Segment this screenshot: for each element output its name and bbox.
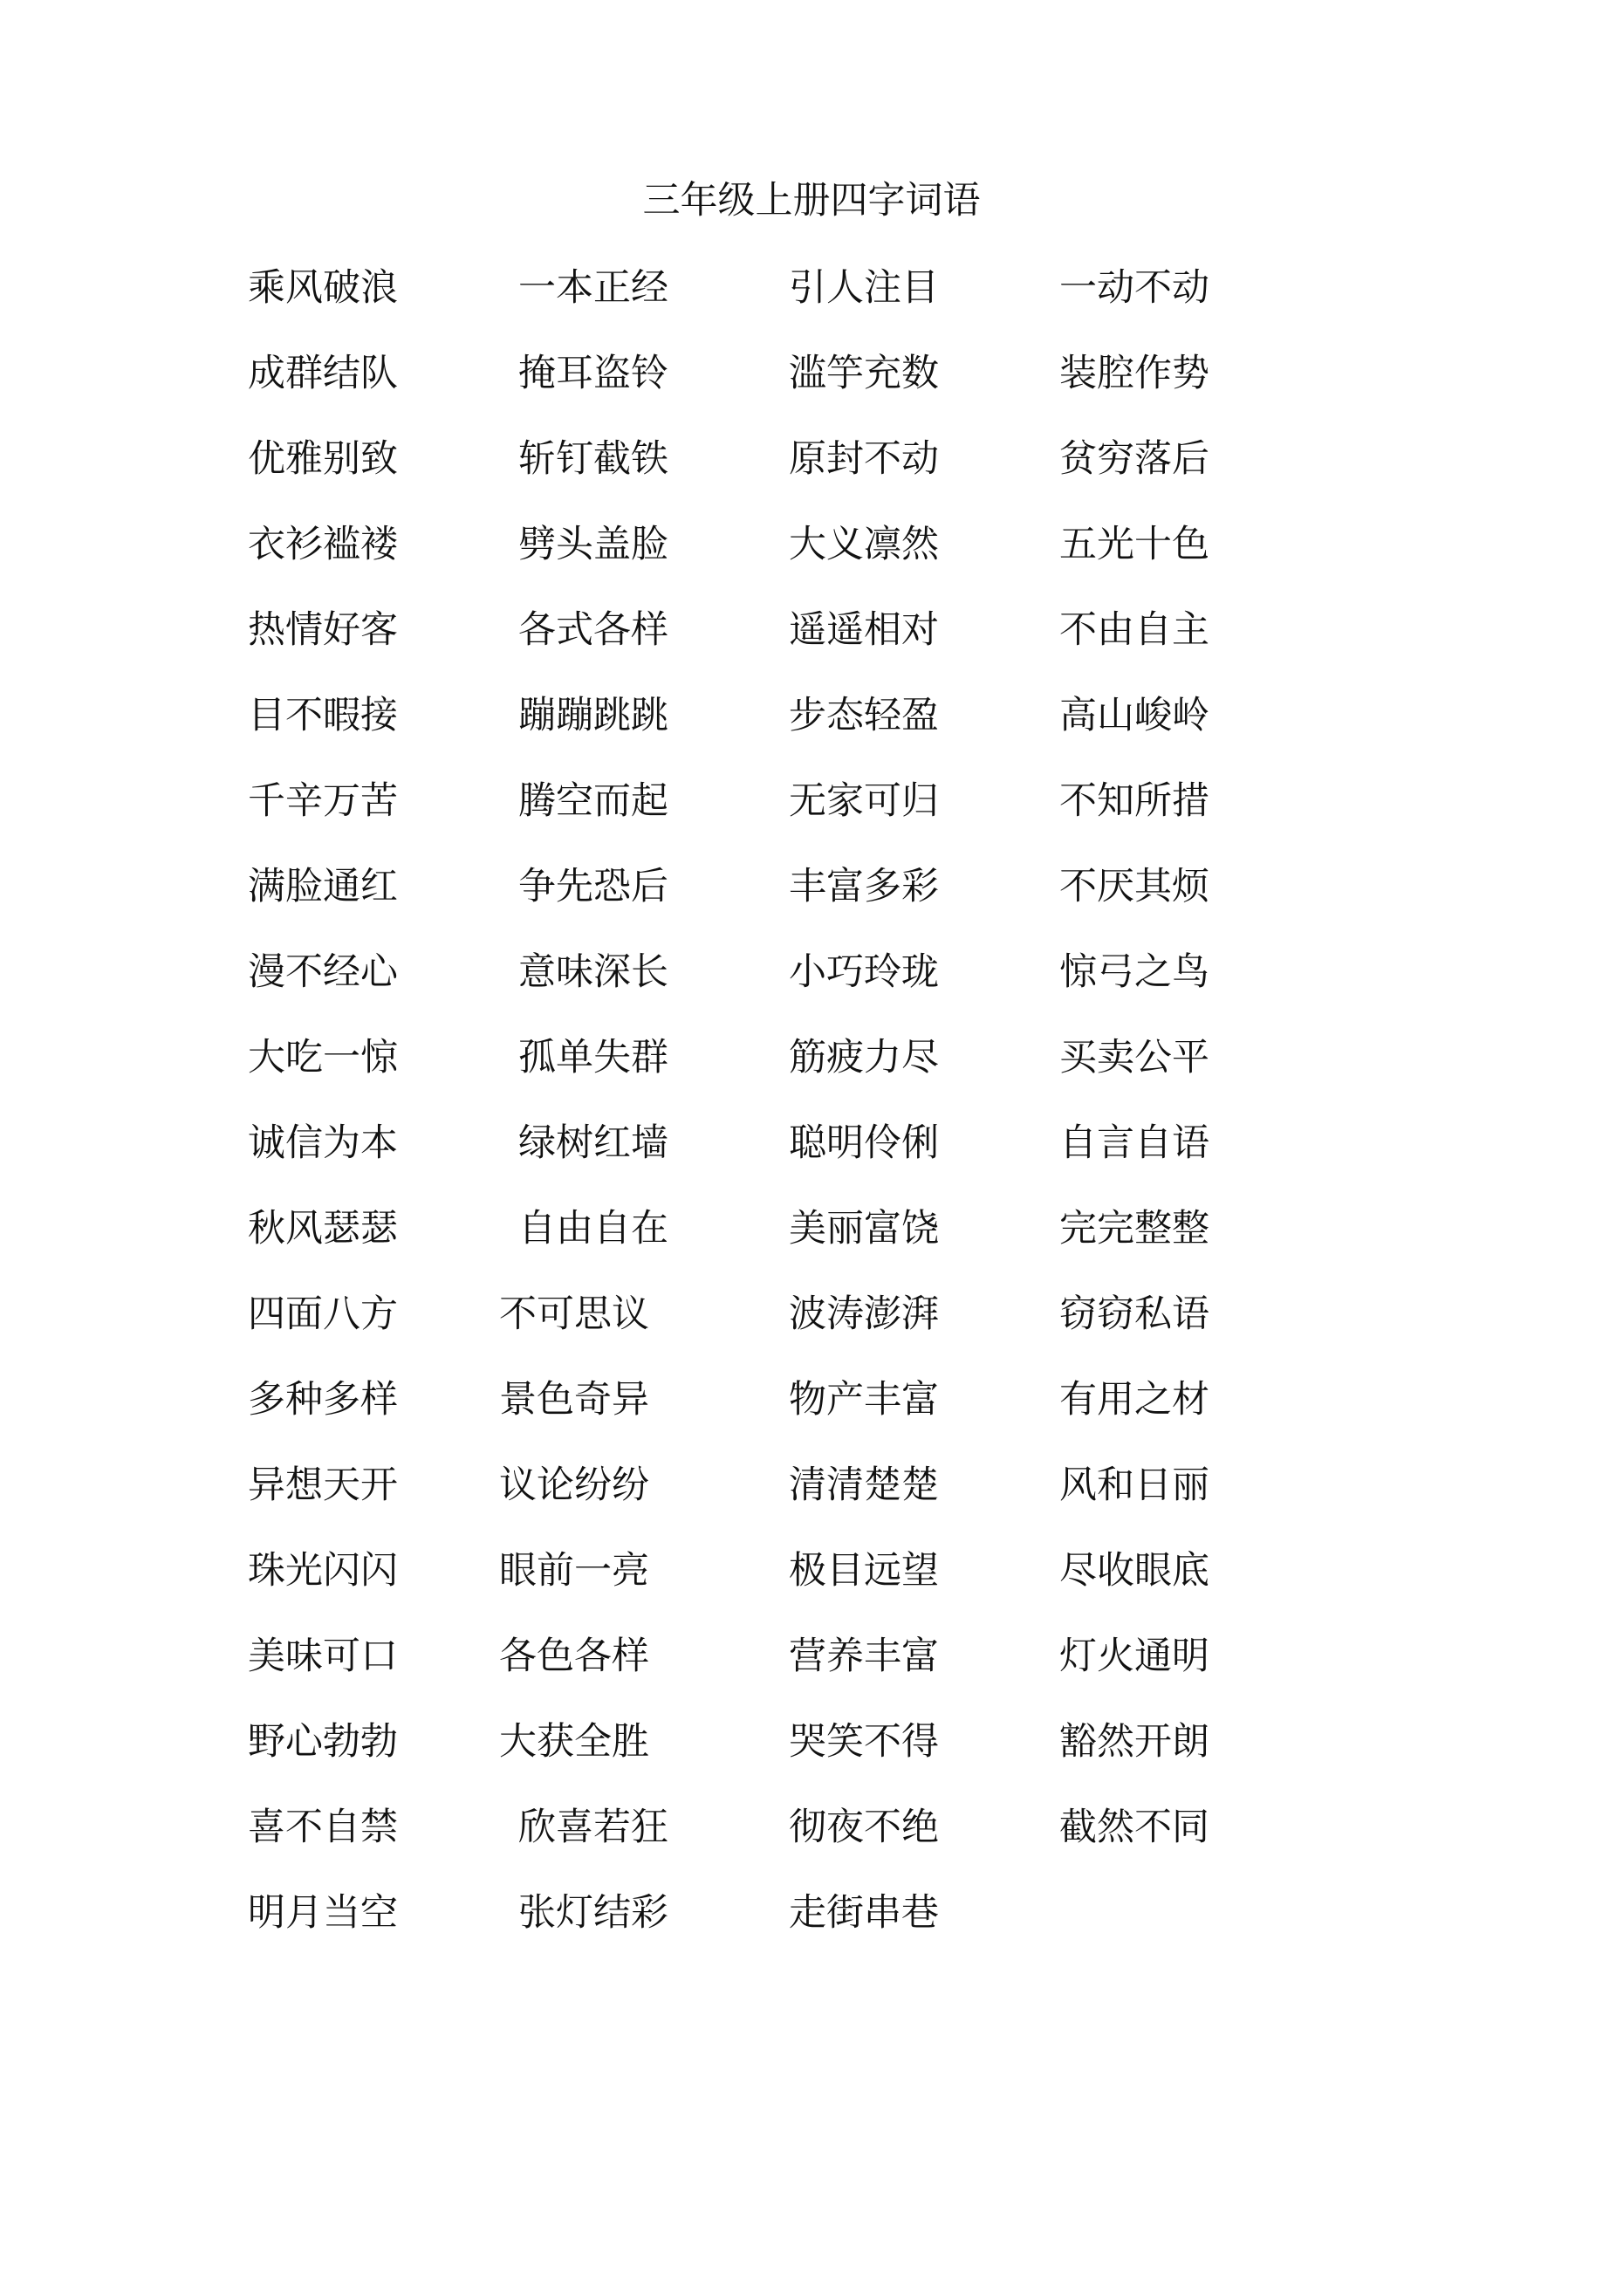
idiom-word: 自言自语 bbox=[1059, 1121, 1209, 1165]
idiom-row bbox=[0, 604, 1623, 689]
idiom-word: 五光十色 bbox=[1059, 523, 1209, 566]
idiom-word: 彻夜不绝 bbox=[789, 1806, 939, 1849]
idiom-word: 物产丰富 bbox=[789, 1378, 939, 1422]
idiom-row bbox=[0, 1716, 1623, 1801]
idiom-row bbox=[0, 689, 1623, 775]
idiom-word: 筋疲力尽 bbox=[789, 1036, 939, 1079]
idiom-word: 引人注目 bbox=[789, 266, 939, 310]
idiom-word: 窃窃私语 bbox=[1059, 1292, 1209, 1336]
idiom-word: 千辛万苦 bbox=[248, 779, 398, 823]
idiom-word: 尽收眼底 bbox=[1059, 1549, 1209, 1593]
idiom-word: 大获全胜 bbox=[499, 1720, 649, 1764]
idiom-word: 多种多样 bbox=[248, 1378, 398, 1422]
idiom-row bbox=[0, 946, 1623, 1031]
idiom-word: 掩耳盗铃 bbox=[518, 352, 668, 395]
idiom-row bbox=[0, 860, 1623, 946]
idiom-word: 各式各样 bbox=[518, 608, 668, 652]
idiom-word: 装腔作势 bbox=[1059, 352, 1209, 395]
idiom-word: 极目远望 bbox=[789, 1549, 939, 1593]
idiom-word: 美丽富饶 bbox=[789, 1207, 939, 1251]
idiom-word: 秋风瑟瑟 bbox=[248, 1207, 398, 1251]
idiom-word: 不知所措 bbox=[1059, 779, 1209, 823]
idiom-row bbox=[0, 1887, 1623, 1972]
idiom-grid bbox=[0, 262, 1623, 1972]
idiom-word: 议论纷纷 bbox=[499, 1463, 649, 1507]
idiom-word: 豁然开朗 bbox=[1059, 1720, 1209, 1764]
idiom-row bbox=[0, 347, 1623, 433]
idiom-word: 满脸通红 bbox=[248, 865, 398, 908]
idiom-word: 异想天开 bbox=[248, 1463, 398, 1507]
idiom-word: 斩钉截铁 bbox=[518, 437, 668, 481]
idiom-word: 一本正经 bbox=[518, 266, 668, 310]
idiom-row bbox=[0, 1117, 1623, 1203]
idiom-word: 小巧玲珑 bbox=[789, 950, 939, 994]
idiom-word: 完完整整 bbox=[1059, 1207, 1209, 1251]
idiom-word: 衣衫褴褛 bbox=[248, 523, 398, 566]
idiom-word: 明月当空 bbox=[248, 1891, 398, 1935]
idiom-word: 大吃一惊 bbox=[248, 1036, 398, 1079]
idiom-row bbox=[0, 1203, 1623, 1288]
idiom-word: 有用之材 bbox=[1059, 1378, 1209, 1422]
idiom-word: 喜不自禁 bbox=[248, 1806, 398, 1849]
idiom-word: 乘风破浪 bbox=[248, 266, 398, 310]
idiom-word: 四面八方 bbox=[248, 1292, 398, 1336]
idiom-row bbox=[0, 1545, 1623, 1630]
idiom-word: 漫不经心 bbox=[248, 950, 398, 994]
idiom-word: 不由自主 bbox=[1059, 608, 1209, 652]
idiom-word: 各色各样 bbox=[499, 1635, 649, 1678]
idiom-row bbox=[0, 1031, 1623, 1117]
document-title: 三年级上册四字词语 bbox=[642, 179, 981, 223]
idiom-row bbox=[0, 1630, 1623, 1716]
idiom-word: 绿树红墙 bbox=[518, 1121, 668, 1165]
idiom-word: 腾空而起 bbox=[518, 779, 668, 823]
idiom-row bbox=[0, 433, 1623, 518]
idiom-row bbox=[0, 518, 1623, 604]
idiom-word: 遥遥相对 bbox=[789, 608, 939, 652]
idiom-word: 蹦蹦跳跳 bbox=[518, 694, 668, 737]
idiom-word: 眼前一亮 bbox=[499, 1549, 649, 1593]
idiom-word: 原封不动 bbox=[789, 437, 939, 481]
idiom-word: 诚信为本 bbox=[248, 1121, 398, 1165]
idiom-word: 张灯结彩 bbox=[518, 1891, 668, 1935]
idiom-word: 无家可归 bbox=[789, 779, 939, 823]
idiom-word: 意味深长 bbox=[518, 950, 668, 994]
idiom-word: 营养丰富 bbox=[789, 1635, 939, 1678]
idiom-word: 劈头盖脸 bbox=[518, 523, 668, 566]
idiom-word: 滥竽充数 bbox=[789, 352, 939, 395]
idiom-row bbox=[0, 1459, 1623, 1545]
idiom-row bbox=[0, 262, 1623, 347]
idiom-word: 自由自在 bbox=[518, 1207, 668, 1251]
idiom-word: 一动不动 bbox=[1059, 266, 1209, 310]
idiom-word: 孤单失群 bbox=[518, 1036, 668, 1079]
idiom-word: 成群结队 bbox=[248, 352, 398, 395]
idiom-word: 买卖公平 bbox=[1059, 1036, 1209, 1079]
idiom-word: 优雅别致 bbox=[248, 437, 398, 481]
idiom-word: 截然不同 bbox=[1059, 1806, 1209, 1849]
idiom-word: 走街串巷 bbox=[789, 1891, 939, 1935]
idiom-word: 丰富多彩 bbox=[789, 865, 939, 908]
idiom-word: 大义凛然 bbox=[789, 523, 939, 566]
idiom-word: 惊弓之鸟 bbox=[1059, 950, 1209, 994]
idiom-word: 贫穷落后 bbox=[1059, 437, 1209, 481]
idiom-word: 高山峻岭 bbox=[1059, 694, 1209, 737]
idiom-word: 野心勃勃 bbox=[248, 1720, 398, 1764]
idiom-row bbox=[0, 1288, 1623, 1374]
idiom-row bbox=[0, 1801, 1623, 1887]
idiom-word: 珠光闪闪 bbox=[248, 1549, 398, 1593]
idiom-word: 灯火通明 bbox=[1059, 1635, 1209, 1678]
idiom-word: 欣喜若狂 bbox=[518, 1806, 668, 1849]
idiom-word: 不可思议 bbox=[499, 1292, 649, 1336]
idiom-word: 步态轻盈 bbox=[789, 694, 939, 737]
idiom-row bbox=[0, 1374, 1623, 1459]
idiom-word: 波涛澎湃 bbox=[789, 1292, 939, 1336]
idiom-word: 美味可口 bbox=[248, 1635, 398, 1678]
idiom-word: 景色奇异 bbox=[499, 1378, 649, 1422]
idiom-word: 争先恐后 bbox=[518, 865, 668, 908]
idiom-word: 不厌其烦 bbox=[1059, 865, 1209, 908]
idiom-word: 目不暇接 bbox=[248, 694, 398, 737]
idiom-row bbox=[0, 775, 1623, 860]
idiom-word: 热情好客 bbox=[248, 608, 398, 652]
idiom-word: 聪明伶俐 bbox=[789, 1121, 939, 1165]
idiom-word: 风和日丽 bbox=[1059, 1463, 1209, 1507]
idiom-word: 清清楚楚 bbox=[789, 1463, 939, 1507]
idiom-word: 哭笑不得 bbox=[789, 1720, 939, 1764]
